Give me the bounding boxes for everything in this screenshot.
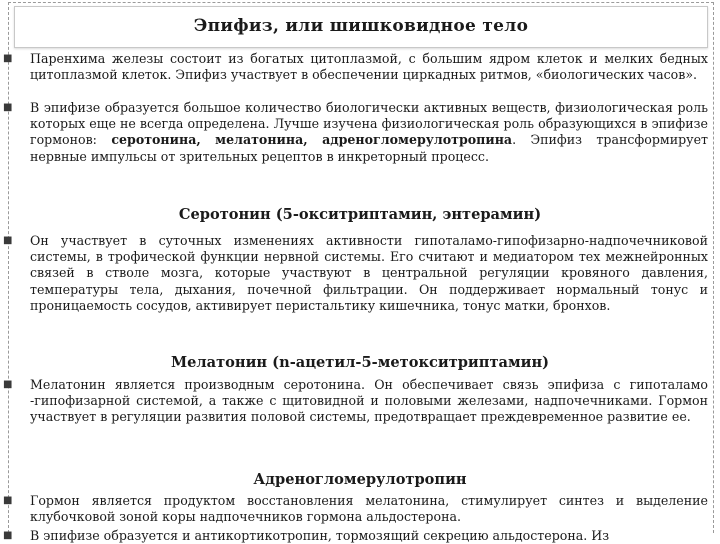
paragraph-melatonin: Мелатонин является производным серотонина. Он обеспечивает связь эпифиза с гипоталамо -гипофизарной системой, а также с щитовидной и половыми железами, надпочечниками. Гормон участвует в регуляции развития половой системы, предотвращает преждевременное развитие ее.	[30, 377, 708, 425]
separator	[201, 132, 215, 147]
paragraph-hormones	[30, 100, 708, 165]
bullet-icon: ■	[3, 102, 13, 113]
heading-melatonin: Мелатонин (n-ацетил-5-метокситриптамин)	[170, 354, 550, 371]
heading-adrenoglomerulotropin: Адреногломерулотропин	[253, 471, 467, 488]
hormone-adrenoglomerulotropin: адреногломерулотропина	[322, 132, 513, 148]
bullet-icon: ■	[3, 495, 13, 506]
paragraph-parenchyma: Паренхима железы состоит из богатых цитоплазмой, с большим ядром клеток и мелких бедных цитоплазмой клеток. Эпифиз участвует в обеспечении циркадных ритмов, «биологических часов».	[30, 51, 708, 83]
hormone-melatonin: мелатонина,	[215, 132, 308, 148]
paragraph-antikortikotropin: В эпифизе образуется и антикортикотропин, тормозящий секрецию альдостерона. Из	[30, 528, 610, 543]
paragraph-adrenoglomerulotropin: Гормон является продуктом восстановления мелатонина, стимулирует синтез и выделение клубочковой зоной коры надпочечников гормона альдостерона.	[30, 493, 708, 525]
page-title: Эпифиз, или шишковидное тело	[193, 16, 529, 36]
bullet-icon: ■	[3, 530, 13, 541]
paragraph-text: В эпифизе образуется большое количество биологически активных веществ, физиологическая роль которых еще не всегда определена. Лучше изучена физиологическая роль образующихся в эпифизе гормонов:	[30, 100, 708, 148]
bullet-icon: ■	[3, 379, 13, 390]
paragraph-serotonin: Он участвует в суточных изменениях активности гипоталамо-гипофизарно-надпочечниковой системы, в трофической функции нервной системы. Его считают и медиатором тех межнейронных связей в стволе мозга, которые участвуют в центральной регуляции кровяного давления, температуры тела, дыхания, почечной фильтрации. Он поддерживает нормальный тонус и проницаемость сосудов, активирует перистальтику кишечника, тонус матки, бронхов.	[30, 233, 708, 313]
paragraph-text: . Эпифиз трансформирует нервные импульсы от зрительных рецептов в инкреторный процесс.	[30, 132, 708, 164]
title-box	[14, 6, 708, 48]
bullet-icon: ■	[3, 53, 13, 64]
hormone-serotonin: серотонина,	[111, 132, 201, 148]
heading-serotonin: Серотонин (5-окситриптамин, энтерамин)	[178, 206, 542, 223]
separator	[308, 132, 322, 147]
bullet-icon: ■	[3, 235, 13, 246]
